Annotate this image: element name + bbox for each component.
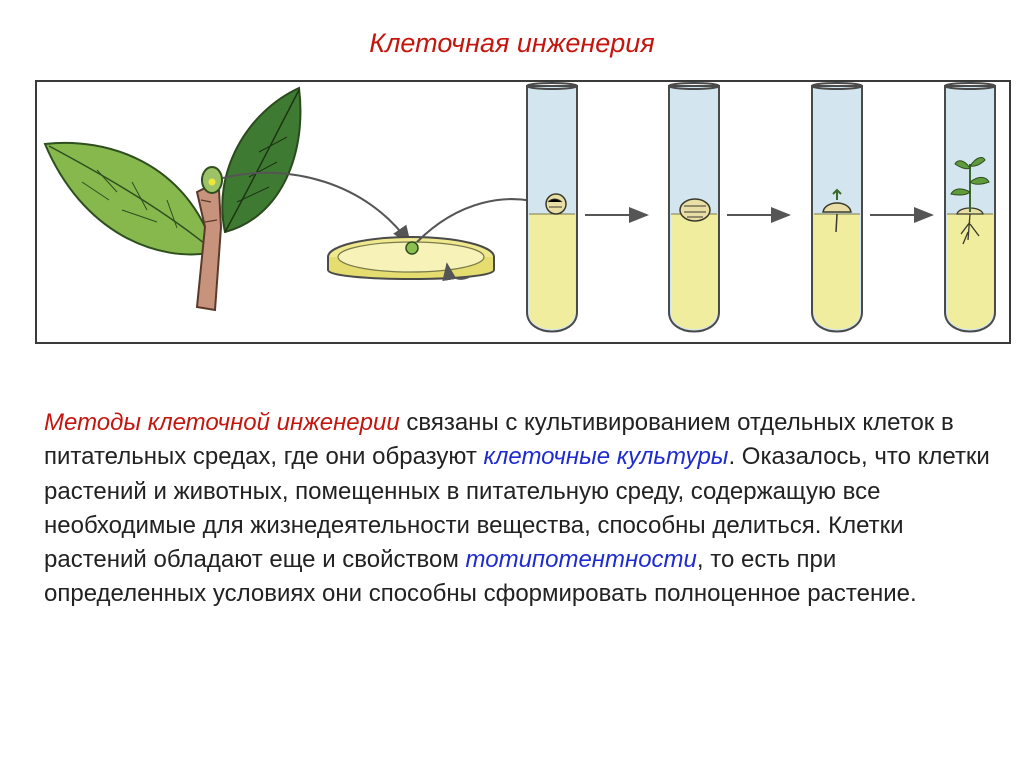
leaf-branch-icon <box>45 88 300 310</box>
petri-dish-icon <box>328 237 494 279</box>
body-text-part: . Оказалось, что клетки растений и животных, помещенных в питательную среду, содержащую все необходимые для жизнедеятельности вещества, способны делиться. Клетки растений обладают еще и свойством <box>44 443 990 574</box>
test-tube-plantlet-icon <box>945 83 995 332</box>
cell-culture-figure <box>35 80 1011 344</box>
term-cell-cultures: клеточные культуры <box>483 443 729 471</box>
body-paragraph <box>44 406 1004 612</box>
body-text-part: , то есть при определенных условиях они способны сформировать полноценное растение. <box>44 546 917 608</box>
test-tube-callus-icon <box>669 83 719 332</box>
term-totipotency: тотипотентности <box>465 546 697 574</box>
body-text-part: связаны с культивированием отдельных клеток в питательных средах, где они образуют <box>44 409 954 471</box>
slide-title: Клеточная инженерия <box>369 28 655 58</box>
test-tube-callus-icon <box>527 83 577 332</box>
term-methods: Методы клеточной инженерии <box>44 409 400 436</box>
test-tube-callus-icon <box>812 83 862 332</box>
